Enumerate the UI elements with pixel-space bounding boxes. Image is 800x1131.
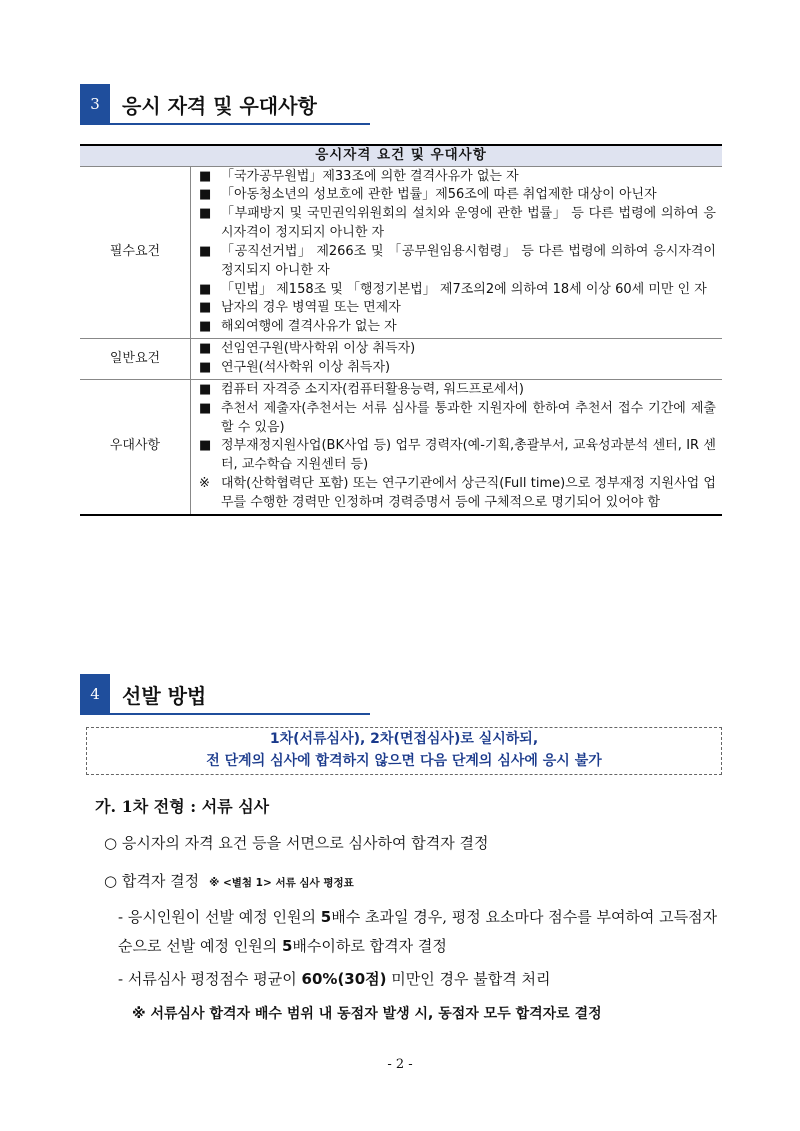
item-cell bbox=[191, 166, 723, 339]
note-text: ※ 서류심사 합격자 배수 범위 내 동점자 발생 시, 동점자 모두 합격자로 결정 bbox=[132, 1006, 602, 1022]
bullet-text: ○ 합격자 결정 bbox=[104, 872, 200, 890]
list-item: ■ 해외여행에 결격사유가 없는 자 bbox=[199, 319, 397, 335]
table-header: 응시자격 요건 및 우대사항 bbox=[80, 145, 722, 166]
section-4-heading bbox=[80, 674, 206, 714]
dash-text: - 응시인원이 선발 예정 인원의 bbox=[118, 908, 321, 926]
dash-text: 배수 초과일 경우, 평정 요소마다 점수를 부여하여 고득점자순으로 선발 예정 인원의 bbox=[118, 908, 718, 955]
emphasis-number: 5 bbox=[320, 908, 332, 926]
dash-item bbox=[118, 968, 551, 989]
section-number-badge: 3 bbox=[80, 84, 110, 124]
list-item: ※ 대학(산학협력단 포함) 또는 연구기관에서 상근직(Full time)으로 정부재정 지원사업 업무를 수행한 경력만 인정하며 경력증명서 등에 구체적으로 명기되어 있어야 함 bbox=[199, 476, 716, 510]
notice-box bbox=[86, 727, 722, 775]
notice-line: 전 단계의 심사에 합격하지 않으면 다음 단계의 심사에 응시 불가 bbox=[206, 753, 602, 769]
list-item: ■ 추천서 제출자(추천서는 서류 심사를 통과한 지원자에 한하여 추천서 접수 기간에 제출할 수 있음) bbox=[199, 400, 716, 435]
list-item: ■ 선임연구원(박사학위 이상 취득자) bbox=[199, 341, 416, 357]
notice-line: 1차(서류심사), 2차(면접심사)로 실시하되, bbox=[269, 731, 539, 748]
table-row-required bbox=[80, 166, 722, 339]
table-row-general bbox=[80, 339, 722, 380]
subsection-heading: 가. 1차 전형 : 서류 심사 bbox=[95, 797, 270, 816]
dash-text: - 서류심사 평정점수 평균이 bbox=[118, 970, 302, 988]
dash-text: 미만인 경우 불합격 처리 bbox=[386, 970, 551, 988]
section-underline bbox=[80, 123, 370, 125]
list-item: ■ 「국가공무원법」제33조에 의한 결격사유가 없는 자 bbox=[199, 168, 519, 184]
page-number: - 2 - bbox=[387, 1057, 413, 1072]
section-title: 응시 자격 및 우대사항 bbox=[122, 93, 317, 118]
list-item: ■ 정부재정지원사업(BK사업 등) 업무 경력자(예-기획,총괄부서, 교육성과분석 센터, IR 센터, 교수학습 지원센터 등) bbox=[199, 438, 716, 473]
attachment-reference: ※ <별첨 1> 서류 심사 평정표 bbox=[209, 877, 354, 889]
list-item: ■ 「공직선거법」 제266조 및 「공무원임용시험령」 등 다른 법령에 의하여 응시자격이 정지되지 아니한 자 bbox=[199, 243, 716, 278]
section-3-heading bbox=[80, 84, 317, 124]
emphasis-number: 5 bbox=[281, 936, 293, 955]
section-underline bbox=[80, 713, 370, 715]
bullet-item bbox=[104, 870, 354, 891]
emphasis-number: 60%(30점) bbox=[301, 970, 387, 988]
category-label: 우대사항 bbox=[80, 379, 191, 514]
list-item: ■ 「아동청소년의 성보호에 관한 법률」제56조에 따른 취업제한 대상이 아닌자 bbox=[199, 187, 657, 203]
dash-item bbox=[118, 903, 728, 960]
section-title: 선발 방법 bbox=[122, 683, 207, 708]
list-item: ■ 「민법」 제158조 및 「행정기본법」 제7조의2에 의하여 18세 이상 60세 미만 인 자 bbox=[199, 281, 707, 297]
list-item: ■ 컴퓨터 자격증 소지자(컴퓨터활용능력, 워드프로세서) bbox=[199, 381, 524, 397]
item-cell bbox=[191, 379, 723, 514]
list-item: ■ 연구원(석사학위 이상 취득자) bbox=[199, 360, 391, 375]
dash-text: 배수이하로 합격자 결정 bbox=[292, 936, 447, 955]
list-item: ■ 「부패방지 및 국민권익위원회의 설치와 운영에 관한 법률」 등 다른 법령에 의하여 응시자격이 정지되지 아니한 자 bbox=[199, 206, 716, 241]
item-cell bbox=[191, 339, 723, 380]
requirements-table bbox=[80, 144, 722, 516]
bullet-item: ○ 응시자의 자격 요건 등을 서면으로 심사하여 합격자 결정 bbox=[104, 834, 489, 852]
section-number-badge: 4 bbox=[80, 674, 110, 714]
category-label: 일반요건 bbox=[80, 339, 191, 380]
category-label: 필수요건 bbox=[80, 166, 191, 339]
list-item: ■ 남자의 경우 병역필 또는 면제자 bbox=[199, 300, 401, 316]
table-row-preferred bbox=[80, 379, 722, 514]
